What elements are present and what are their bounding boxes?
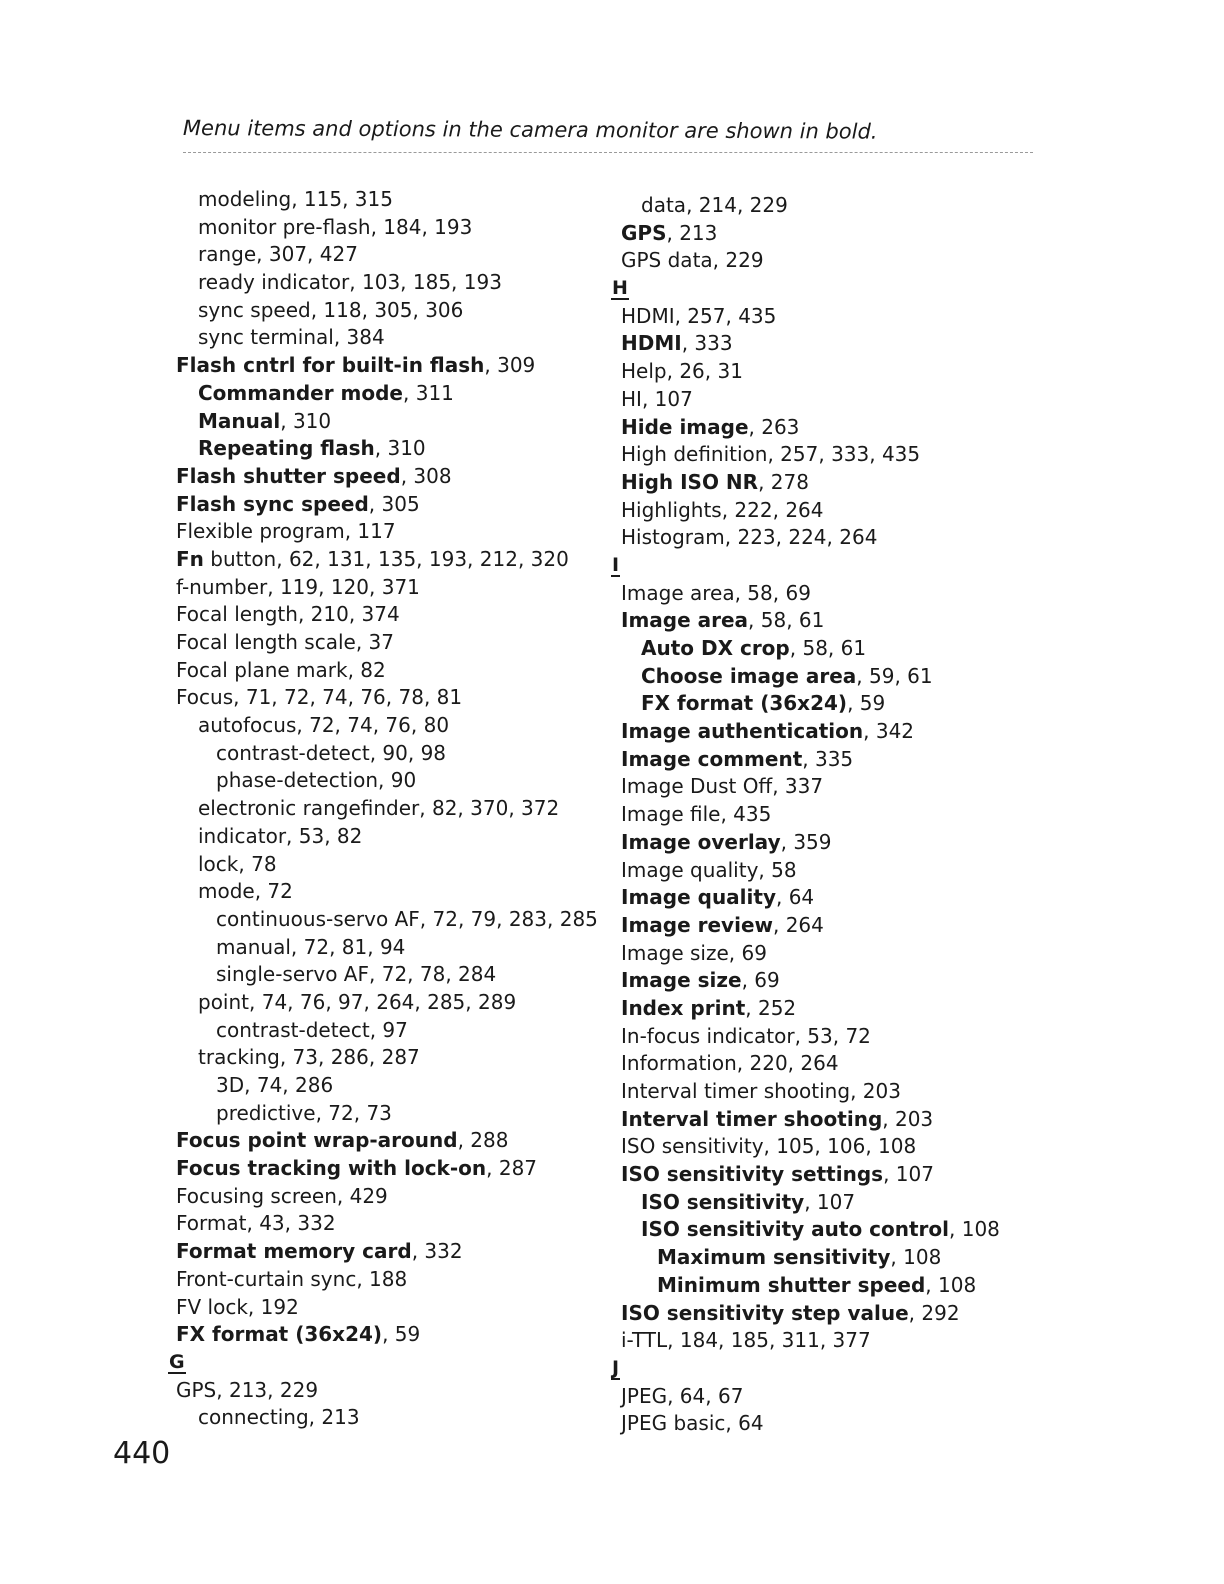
index-term: Image file [621,802,721,827]
index-pages: , 309 [484,353,536,378]
index-entry [168,491,608,519]
index-pages: , 74, 76, 97, 264, 285, 289 [249,989,517,1014]
index-pages: , 264 [772,912,824,937]
index-pages: , 107 [641,386,693,411]
index-term: phase-detection [216,768,379,793]
index-entry [611,829,1051,857]
index-pages: , 184, 185, 311, 377 [667,1328,871,1353]
index-entry [611,1300,1051,1328]
index-entry [168,1044,608,1072]
index-entry [611,1161,1051,1189]
index-term: f-number [176,574,268,599]
index-entry [168,1377,608,1405]
index-term: contrast-detect [216,740,370,765]
index-entry [168,601,608,629]
index-pages: , 72 [254,879,293,904]
index-term: Minimum shutter speed [657,1272,926,1297]
index-pages: , 292 [908,1300,960,1325]
index-pages: , 72, 73 [315,1100,392,1125]
index-term: Image Dust Off [621,774,773,799]
index-pages: , 90, 98 [369,740,447,765]
index-term: i-TTL [621,1328,668,1353]
index-term: Image authentication [621,719,864,744]
index-pages: , 359 [780,829,832,854]
index-term: Help [621,359,667,384]
index-pages: , 82 [347,657,386,682]
index-entry [168,989,608,1017]
index-entry [611,1244,1051,1272]
index-pages: , 288 [457,1128,509,1153]
index-entry [611,718,1051,746]
index-term: Image quality [621,885,776,910]
index-pages: , 257, 435 [674,303,777,328]
index-term: Flash sync speed [176,491,369,516]
index-term: Image area [621,608,749,633]
index-pages: , 229 [712,248,764,273]
index-entry [611,330,1051,358]
index-term: Interval timer shooting [621,1079,851,1103]
index-pages: , 107 [804,1189,856,1214]
index-entry [168,1266,608,1294]
index-term: ISO sensitivity auto control [641,1217,949,1242]
index-pages: , 72, 81, 94 [290,934,406,959]
index-term: JPEG [621,1383,668,1408]
index-entry [168,1404,608,1432]
index-entry [611,247,1051,275]
index-term: Highlights [621,497,722,522]
index-pages: , 310 [374,436,426,461]
index-pages: , 115, 315 [291,187,393,211]
index-term: Focal plane mark [176,657,348,682]
index-entry [168,214,608,242]
index-entry [611,1023,1051,1051]
index-entry [168,408,608,436]
index-entry [611,940,1051,968]
index-pages: , 58, 61 [789,636,867,660]
index-pages: , 97 [369,1017,408,1042]
index-pages: , 337 [772,774,824,799]
index-pages: , 287 [486,1156,538,1181]
index-pages: , 72, 78, 284 [369,962,497,987]
index-pages: , 64 [725,1411,764,1436]
index-pages: , 59 [382,1322,421,1347]
index-pages: , 82, 370, 372 [419,796,560,821]
header-divider [183,152,1033,153]
index-pages: , 118, 305, 306 [310,297,464,322]
index-entry [168,740,608,768]
index-entry [168,324,608,352]
index-entry [168,297,608,325]
index-term: Image size [621,940,729,965]
index-entry [611,1050,1051,1078]
index-letter: H [612,277,628,300]
index-entry [168,906,608,934]
index-pages: , 58, 69 [734,580,811,605]
index-term: FV lock [176,1294,248,1319]
index-entry [168,629,608,657]
index-pages: , 310 [280,408,332,433]
index-term: Format memory card [176,1239,412,1264]
index-entry [611,414,1051,442]
index-pages: , 26, 31 [666,359,743,384]
index-term: electronic rangefinder [198,796,420,821]
index-entry [168,934,608,962]
page-number: 440 [113,1436,171,1471]
index-term: Flash cntrl for built-in flash [176,353,485,378]
index-term: High definition [621,442,768,467]
index-pages: , 257, 333, 435 [767,442,921,467]
index-term: sync terminal [198,325,334,350]
index-term: Choose image area [641,663,857,688]
index-pages: , 222, 264 [721,497,824,522]
index-term: Repeating flash [198,436,375,461]
index-term: contrast-detect [216,1017,370,1042]
index-entry [168,1100,608,1128]
index-term: Manual [198,408,281,433]
index-term: ISO sensitivity [621,1134,764,1159]
index-pages: , 429 [336,1183,388,1208]
index-entry [168,352,608,380]
index-entry [168,851,608,879]
index-pages: , 73, 286, 287 [279,1045,420,1070]
index-pages: button, 62, 131, 135, 193, 212, 320 [203,546,569,571]
index-term: HDMI [621,303,675,328]
index-term: GPS data [621,248,713,273]
index-pages: , 59 [847,691,886,716]
index-term: GPS [621,220,667,245]
index-entry [611,995,1051,1023]
index-entry [611,386,1051,414]
index-entry [611,967,1051,995]
index-term: autofocus [198,713,297,738]
index-entry [168,1238,608,1266]
index-letter-heading [611,1355,1051,1383]
index-pages: , 58, 61 [748,608,825,633]
index-term: tracking [198,1045,280,1070]
index-term: Hide image [621,414,749,439]
index-entry [611,635,1051,663]
index-pages: , 72, 79, 283, 285 [419,906,598,931]
index-column-right [611,192,1051,1438]
index-term: Interval timer shooting [621,1106,883,1131]
index-term: Histogram [621,525,725,550]
index-term: sync speed [198,297,311,322]
index-term: Format [176,1211,247,1236]
index-entry [168,878,608,906]
index-entry [611,1383,1051,1411]
index-entry [168,1321,608,1349]
index-pages: , 220, 264 [736,1051,839,1076]
index-term: Information [621,1051,737,1076]
index-term: Image overlay [621,829,781,854]
index-term: point [198,989,250,1014]
index-pages: , 53, 82 [286,823,363,848]
index-term: connecting [198,1405,309,1430]
index-term: modeling [198,187,292,211]
index-pages: , 58 [758,857,797,882]
index-pages: , 69 [741,968,780,993]
index-term: Commander mode [198,380,403,405]
index-term: Focal length scale [176,630,356,654]
index-entry [611,192,1051,220]
index-pages: , 263 [748,414,800,439]
index-entry [611,497,1051,525]
index-pages: , 210, 374 [297,602,400,627]
index-pages: , 43, 332 [246,1211,336,1236]
index-pages: , 103, 185, 193 [349,270,502,295]
index-pages: , 213 [666,220,718,245]
index-term: HI [621,386,642,411]
index-term: manual [216,934,291,959]
index-entry [611,524,1051,552]
index-term: indicator [198,823,287,848]
index-pages: , 223, 224, 264 [724,525,878,550]
index-entry [168,1210,608,1238]
index-entry [168,241,608,269]
index-term: Flexible program [176,519,345,544]
index-entry [611,580,1051,608]
index-pages: , 184, 193 [370,214,473,239]
index-pages: , 311 [403,380,454,405]
index-entry [168,1183,608,1211]
index-pages: , 37 [355,630,395,654]
index-entry [611,773,1051,801]
index-entry [168,767,608,795]
index-entry [611,690,1051,718]
index-term: Image size [621,968,742,993]
index-entry [611,857,1051,885]
index-term: Image quality [621,857,759,882]
index-pages: , 203 [850,1079,901,1103]
index-pages: , 53, 72 [794,1023,871,1048]
header-note: Menu items and options in the camera monitor are shown in bold. [182,116,878,144]
index-pages: , 307, 427 [256,242,358,267]
index-entry [611,1327,1051,1355]
index-entry [168,574,608,602]
index-entry [168,961,608,989]
index-entry [611,912,1051,940]
index-pages: , 72, 74, 76, 80 [296,713,450,738]
index-term: ISO sensitivity step value [621,1300,909,1325]
index-entry [611,746,1051,774]
index-entry [168,1155,608,1183]
index-entry [168,1017,608,1045]
index-entry [168,380,608,408]
index-term: JPEG basic [621,1411,726,1436]
index-entry [611,1272,1051,1300]
index-term: monitor pre-flash [198,214,371,239]
index-entry [168,795,608,823]
index-entry [611,1216,1051,1244]
index-pages: , 64 [775,885,815,910]
index-entry [611,607,1051,635]
index-pages: , 203 [882,1106,934,1131]
index-entry [168,186,608,214]
index-term: GPS [176,1377,217,1402]
index-term: ISO sensitivity settings [621,1162,884,1187]
index-term: Focus point wrap-around [176,1128,458,1153]
index-entry [168,269,608,297]
index-letter: I [612,553,620,576]
index-term: Focus tracking with lock-on [176,1156,487,1181]
index-pages: , 213 [308,1405,360,1430]
index-term: FX format (36x24) [641,691,848,716]
index-pages: , 335 [802,746,854,771]
index-term: range [198,242,257,267]
index-entry [611,441,1051,469]
index-column-left [168,186,608,1432]
index-term: Fn [176,546,204,571]
index-pages: , 107 [883,1162,934,1187]
index-pages: , 192 [247,1294,299,1319]
index-entry [611,884,1051,912]
index-pages: , 108 [925,1272,977,1297]
index-entry [168,546,608,574]
index-entry [611,1189,1051,1217]
index-entry [168,1072,608,1100]
index-letter-heading [611,275,1051,303]
index-pages: , 117 [344,519,396,544]
index-pages: , 78 [238,851,277,876]
index-term: 3D [216,1073,245,1097]
index-pages: , 278 [758,469,809,494]
index-term: continuous-servo AF [216,906,420,931]
index-term: Focal length [176,602,298,627]
index-term: Flash shutter speed [176,463,401,488]
index-entry [611,1078,1051,1106]
index-term: Image area [621,580,735,605]
index-entry [168,1127,608,1155]
index-pages: , 59, 61 [856,663,933,688]
index-pages: , 342 [863,719,915,744]
index-entry [611,220,1051,248]
index-entry [168,684,608,712]
index-entry [611,358,1051,386]
index-entry [168,435,608,463]
index-pages: , 384 [333,325,385,350]
index-term: Index print [621,995,746,1020]
index-entry [611,1133,1051,1161]
index-pages: , 214, 229 [686,193,788,217]
index-letter: G [169,1350,185,1373]
index-pages: , 332 [411,1239,463,1264]
index-term: In-focus indicator [621,1023,795,1048]
index-term: FX format (36x24) [176,1322,383,1347]
index-entry [611,469,1051,497]
index-term: predictive [216,1100,316,1125]
index-term: Focusing screen [176,1183,337,1208]
index-entry [168,463,608,491]
index-pages: , 213, 229 [216,1377,319,1402]
index-pages: , 90 [378,768,417,793]
index-term: Auto DX crop [641,636,790,660]
index-pages: , 71, 72, 74, 76, 78, 81 [233,685,463,710]
index-pages: , 252 [745,995,797,1020]
index-pages: , 119, 120, 371 [267,574,420,599]
index-entry [611,303,1051,331]
index-entry [611,1106,1051,1134]
index-entry [611,1410,1051,1438]
index-term: ISO sensitivity [641,1189,805,1214]
index-entry [611,801,1051,829]
index-term: Maximum sensitivity [657,1245,891,1270]
index-pages: , 64, 67 [667,1383,744,1408]
index-term: Image comment [621,746,803,771]
index-pages: , 305 [368,491,420,516]
index-pages: , 74, 286 [244,1073,334,1097]
index-entry [611,663,1051,691]
index-letter: J [612,1356,620,1379]
index-pages: , 188 [356,1266,408,1291]
index-entry [168,712,608,740]
index-term: lock [198,851,239,876]
index-pages: , 108 [949,1217,1000,1242]
index-term: mode [198,879,255,904]
index-pages: , 105, 106, 108 [763,1134,917,1159]
index-term: ready indicator [198,270,350,295]
index-term: High ISO NR [621,469,759,494]
index-term: Image review [621,912,773,937]
index-pages: , 435 [720,802,772,827]
index-pages: , 333 [681,331,733,356]
index-term: data [641,193,687,217]
index-term: single-servo AF [216,962,369,987]
index-entry [168,1294,608,1322]
index-pages: , 108 [890,1245,942,1270]
index-letter-heading [168,1349,608,1377]
index-pages: , 308 [400,463,452,488]
index-term: Focus [176,685,234,710]
index-pages: , 69 [728,940,767,965]
index-entry [168,657,608,685]
index-term: Front-curtain sync [176,1266,357,1291]
index-entry [168,823,608,851]
index-entry [168,518,608,546]
index-letter-heading [611,552,1051,580]
index-term: HDMI [621,331,682,356]
